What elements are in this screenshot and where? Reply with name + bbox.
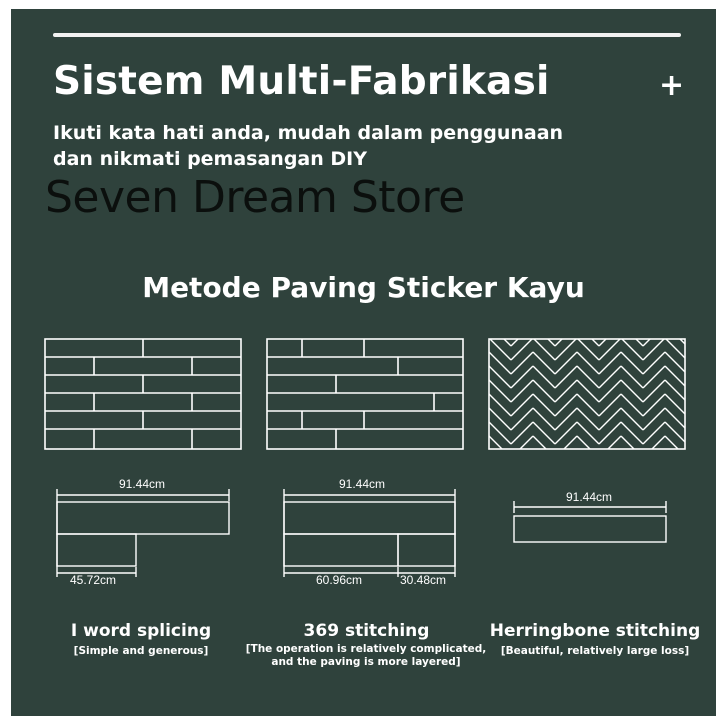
info-panel (11, 9, 716, 716)
herringbone-total-width: 91.44cm (566, 490, 613, 504)
page-subtitle: Ikuti kata hati anda, mudah dalam penggunaan dan nikmati pemasangan DIY (53, 122, 564, 170)
369-stitching-description: [The operation is relatively complicated, and the paving is more layered] (245, 643, 487, 668)
page-title: Sistem Multi-Fabrikasi (53, 59, 550, 104)
plus-icon: + (659, 68, 685, 103)
369-total-width: 91.44cm (339, 477, 386, 491)
i-word-segment-width: 45.72cm (70, 573, 117, 587)
i-word-splicing-diagram (51, 487, 241, 579)
369-segment-width-1: 60.96cm (316, 573, 363, 587)
i-word-splicing-name: I word splicing (70, 621, 212, 641)
369-segment-width-2: 30.48cm (400, 573, 447, 587)
herringbone-stitching-description: [Beautiful, relatively large loss] (500, 645, 690, 657)
i-word-splicing-pattern (44, 338, 242, 450)
369-stitching-name: 369 stitching (303, 621, 430, 641)
section-heading: Metode Paving Sticker Kayu (142, 271, 585, 304)
i-word-total-width: 91.44cm (119, 477, 166, 491)
herringbone-stitching-name: Herringbone stitching (489, 621, 701, 641)
i-word-splicing-description: [Simple and generous] (73, 645, 209, 657)
top-divider (53, 33, 681, 37)
herringbone-pattern (488, 338, 686, 450)
store-watermark: Seven Dream Store (45, 172, 465, 223)
369-stitching-diagram (276, 487, 466, 579)
369-stitching-pattern (266, 338, 464, 450)
herringbone-diagram (506, 499, 676, 549)
